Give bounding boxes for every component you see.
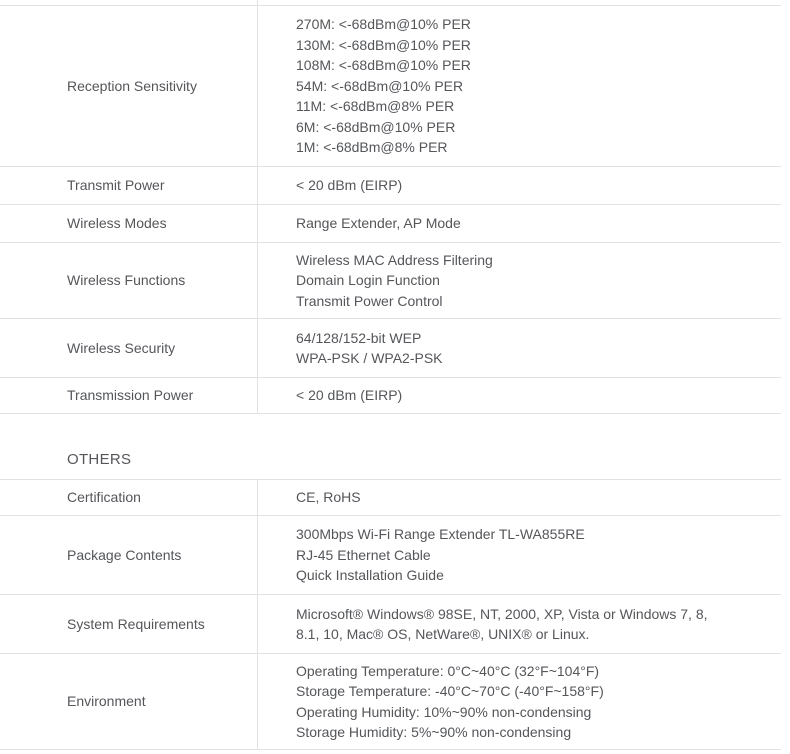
spec-value-line: 11M: <-68dBm@8% PER — [296, 98, 455, 115]
spec-value-line: 1M: <-68dBm@8% PER — [296, 139, 448, 156]
table-row-transmit-power — [0, 166, 781, 204]
spec-value — [258, 654, 781, 749]
spec-value-line: 300Mbps Wi-Fi Range Extender TL-WA855RE — [296, 526, 585, 543]
spec-label: Reception Sensitivity — [0, 6, 258, 166]
spec-value-line: 8.1, 10, Mac® OS, NetWare®, UNIX® or Linux. — [296, 626, 590, 642]
spec-value-line: 6M: <-68dBm@10% PER — [296, 118, 456, 135]
spec-value — [258, 319, 781, 377]
table-row-reception-sensitivity — [0, 5, 781, 166]
spec-value — [258, 480, 781, 515]
section-gap — [0, 414, 781, 479]
spec-value-line: < 20 dBm (EIRP) — [296, 177, 403, 194]
table-row-wireless-modes — [0, 204, 781, 242]
spec-value-line: Storage Temperature: -40°C~70°C (-40°F~158°F) — [296, 683, 604, 699]
spec-value-line: 108M: <-68dBm@10% PER — [296, 57, 471, 74]
spec-label: System Requirements — [0, 595, 258, 653]
spec-value-line: Wireless MAC Address Filtering — [296, 251, 493, 268]
section-header-others: OTHERS — [67, 451, 132, 468]
spec-value-line: Domain Login Function — [296, 272, 440, 289]
spec-value-line: CE, RoHS — [296, 489, 361, 506]
table-row-wireless-security — [0, 318, 781, 377]
spec-value — [258, 516, 781, 594]
spec-value-line: Operating Humidity: 10%~90% non-condensing — [296, 703, 592, 720]
spec-value-line: Operating Temperature: 0°C~40°C (32°F~104°F) — [296, 662, 600, 679]
spec-value-line: RJ-45 Ethernet Cable — [296, 546, 431, 563]
spec-value-line: Range Extender, AP Mode — [296, 215, 461, 232]
table-row-environment — [0, 653, 781, 750]
spec-label: Package Contents — [0, 516, 258, 594]
spec-value — [258, 167, 781, 204]
spec-label: Transmission Power — [0, 378, 258, 413]
spec-label: Wireless Modes — [0, 205, 258, 242]
spec-value-line: Transmit Power Control — [296, 292, 443, 309]
spec-value — [258, 6, 781, 166]
spec-table-wireless — [0, 5, 781, 414]
spec-value — [258, 205, 781, 242]
table-row-wireless-functions — [0, 242, 781, 318]
spec-value — [258, 378, 781, 413]
spec-value-line: 130M: <-68dBm@10% PER — [296, 36, 471, 53]
spec-value-line: Storage Humidity: 5%~90% non-condensing — [296, 724, 572, 740]
spec-label: Wireless Security — [0, 319, 258, 377]
spec-value-line: Quick Installation Guide — [296, 567, 444, 584]
spec-label: Certification — [0, 480, 258, 515]
spec-table-others — [0, 479, 781, 750]
spec-value — [258, 243, 781, 318]
spec-value — [258, 595, 781, 653]
table-row-certification — [0, 479, 781, 515]
spec-value-line: 270M: <-68dBm@10% PER — [296, 16, 471, 33]
spec-value-line: 54M: <-68dBm@10% PER — [296, 77, 464, 94]
spec-label: Wireless Functions — [0, 243, 258, 318]
table-row-system-requirements — [0, 594, 781, 653]
spec-value-line: WPA-PSK / WPA2-PSK — [296, 350, 443, 366]
spec-label: Transmit Power — [0, 167, 258, 204]
spec-value-line: Microsoft® Windows® 98SE, NT, 2000, XP, Vista or Windows 7, 8, — [296, 605, 708, 622]
spec-value-line: 64/128/152-bit WEP — [296, 329, 422, 346]
table-row-transmission-power — [0, 377, 781, 414]
spec-value-line: < 20 dBm (EIRP) — [296, 387, 403, 404]
spec-label: Environment — [0, 654, 258, 749]
partial-label-cell — [0, 0, 258, 5]
table-row-package-contents — [0, 515, 781, 594]
